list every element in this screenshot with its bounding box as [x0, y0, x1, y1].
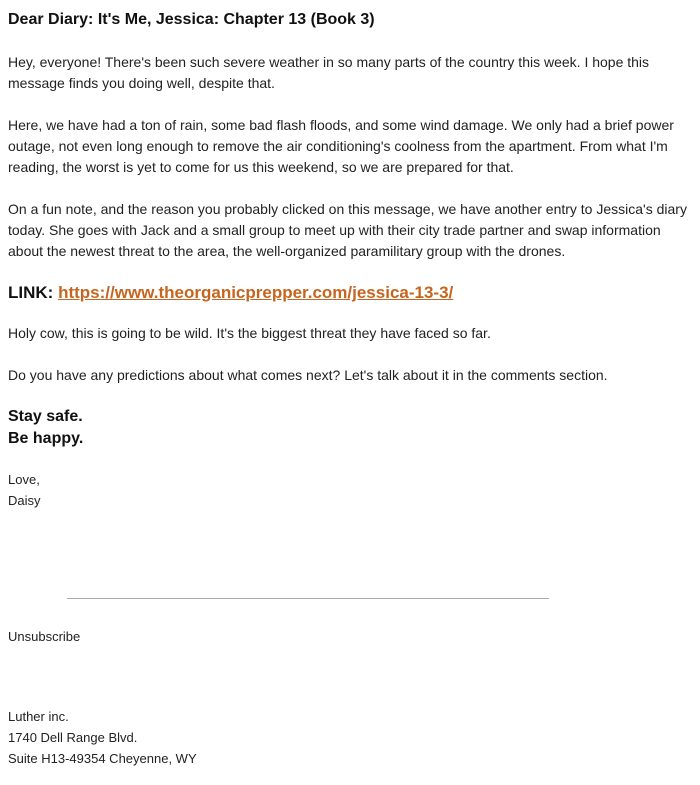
address-suite-city: Suite H13-49354 Cheyenne, WY: [8, 751, 197, 766]
address-company: Luther inc.: [8, 709, 69, 724]
signoff-line-stay-safe: Stay safe.: [8, 408, 83, 425]
footer-divider: [67, 598, 549, 599]
article-link[interactable]: https://www.theorganicprepper.com/jessica-13-3/: [58, 283, 454, 302]
company-address: [8, 706, 197, 769]
email-title: Dear Diary: It's Me, Jessica: Chapter 13 (Book 3): [8, 11, 375, 28]
diary-paragraph: On a fun note, and the reason you probably clicked on this message, we have another entry to Jessica's diary today. She goes with Jack and a small group to meet up with their city trade partner and swap information about the newest threat to the area, the well-organized paramilitary group with the drones.: [8, 201, 687, 259]
weather-paragraph: Here, we have had a ton of rain, some bad flash floods, and some wind damage. We only had a brief power outage, not even long enough to remove the air conditioning's coolness from the apartment. From what I'm reading, the worst is yet to come for us this weekend, so we are prepared for that.: [8, 117, 674, 175]
address-street: 1740 Dell Range Blvd.: [8, 730, 138, 745]
comments-paragraph: Do you have any predictions about what comes next? Let's talk about it in the comments section.: [8, 367, 608, 383]
link-line: [8, 282, 692, 304]
reaction-paragraph: Holy cow, this is going to be wild. It's the biggest threat they have faced so far.: [8, 325, 491, 341]
intro-paragraph: Hey, everyone! There's been such severe weather in so many parts of the country this week. I hope this message finds you doing well, despite that.: [8, 54, 650, 91]
unsubscribe-link[interactable]: Unsubscribe: [8, 629, 81, 644]
signoff-line-be-happy: Be happy.: [8, 430, 84, 447]
signoff: [8, 406, 692, 450]
link-label: LINK:: [8, 283, 54, 302]
closing: [8, 469, 692, 511]
closing-love: Love,: [8, 472, 40, 487]
closing-signature: Daisy: [8, 493, 41, 508]
